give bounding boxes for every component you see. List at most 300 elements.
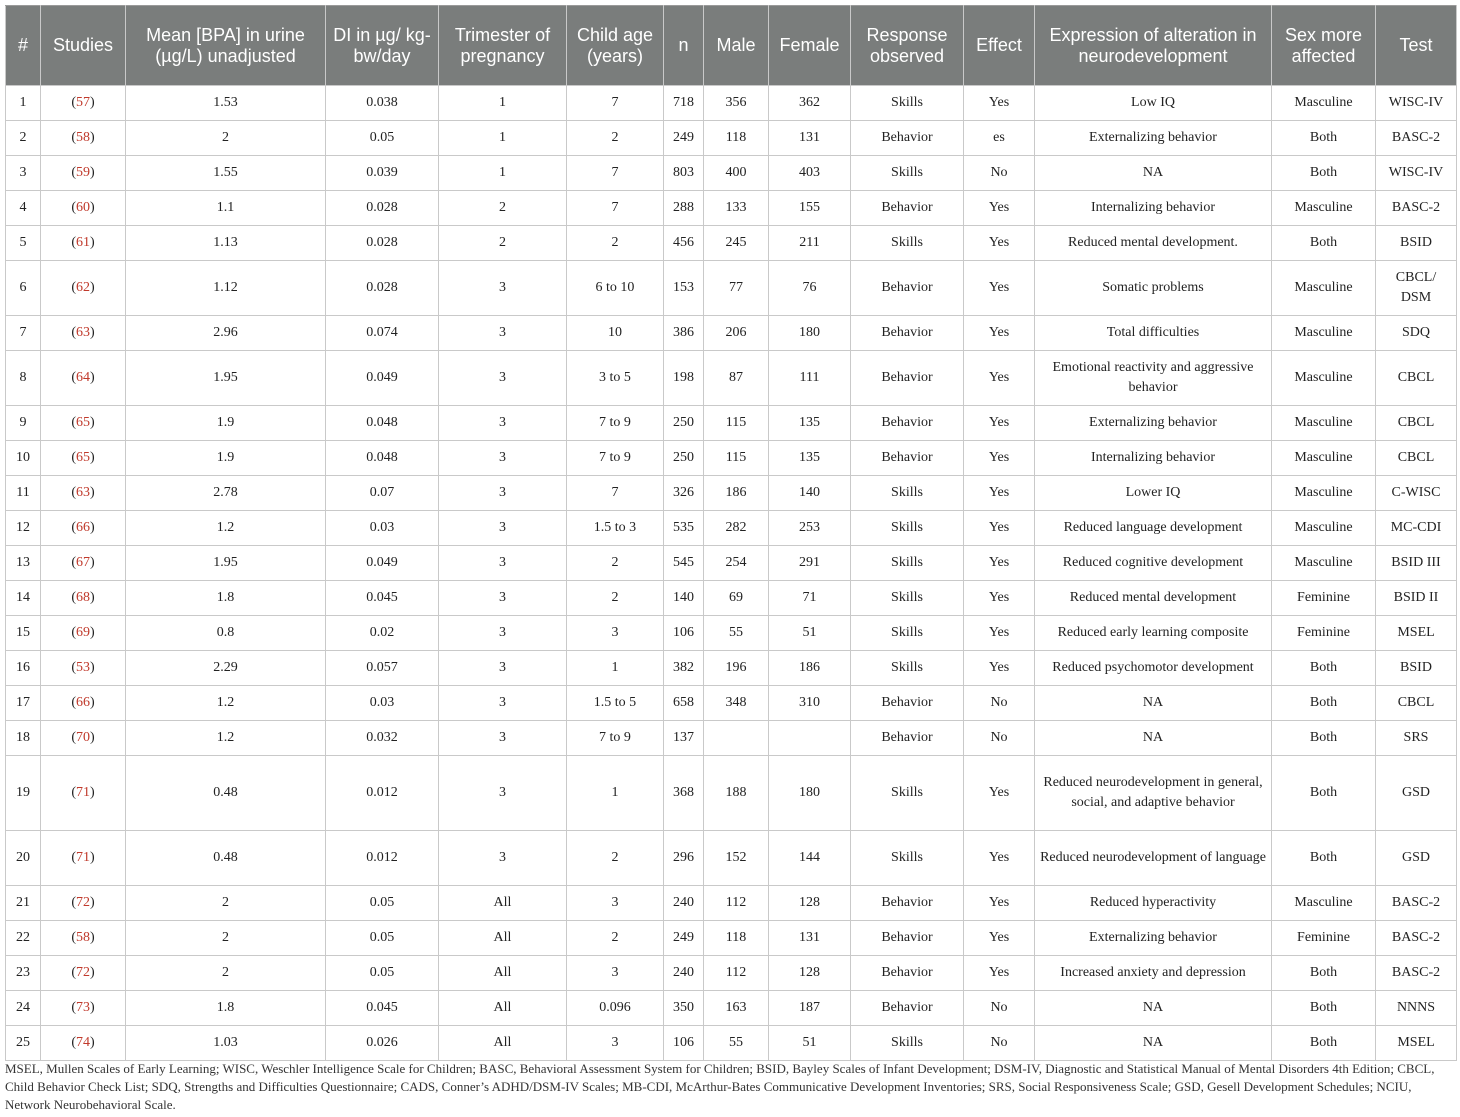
cell-num: 11 (6, 476, 41, 511)
cell-di: 0.026 (326, 1026, 439, 1061)
table-row (6, 686, 1457, 721)
cell-effect: Yes (964, 261, 1035, 316)
cell-test: NNNS (1376, 991, 1457, 1026)
paren-open: ( (71, 590, 76, 605)
cell-age: 3 to 5 (567, 351, 664, 406)
paren-open: ( (71, 730, 76, 745)
paren-open: ( (71, 895, 76, 910)
cell-mean: 2.29 (126, 651, 326, 686)
cell-test: BSID II (1376, 581, 1457, 616)
cell-num: 4 (6, 191, 41, 226)
cell-n: 140 (664, 581, 704, 616)
cell-test: CBCL/ DSM (1376, 261, 1457, 316)
reference-link[interactable]: 63 (76, 485, 90, 500)
cell-male (704, 721, 769, 756)
cell-response: Skills (851, 1026, 964, 1061)
cell-sex: Both (1272, 831, 1376, 886)
cell-test: BSID (1376, 226, 1457, 261)
cell-effect: No (964, 991, 1035, 1026)
cell-female: 76 (769, 261, 851, 316)
cell-sex: Feminine (1272, 616, 1376, 651)
cell-mean: 2 (126, 921, 326, 956)
cell-effect: Yes (964, 476, 1035, 511)
col-header-male: Male (704, 6, 769, 86)
cell-mean: 2 (126, 886, 326, 921)
cell-expression: Total difficulties (1035, 316, 1272, 351)
paren-open: ( (71, 785, 76, 800)
cell-female: 180 (769, 316, 851, 351)
cell-trimester: 2 (439, 226, 567, 261)
col-header-response: Response observed (851, 6, 964, 86)
cell-effect: Yes (964, 191, 1035, 226)
paren-open: ( (71, 660, 76, 675)
cell-male: 69 (704, 581, 769, 616)
cell-response: Behavior (851, 686, 964, 721)
cell-test: BSID (1376, 651, 1457, 686)
cell-effect: es (964, 121, 1035, 156)
cell-studies (41, 476, 126, 511)
cell-sex: Both (1272, 1026, 1376, 1061)
cell-di: 0.028 (326, 261, 439, 316)
cell-trimester: All (439, 1026, 567, 1061)
col-header-test: Test (1376, 6, 1457, 86)
paren-open: ( (71, 695, 76, 710)
paren-close: ) (90, 1035, 95, 1050)
cell-expression: Reduced early learning composite (1035, 616, 1272, 651)
cell-male: 196 (704, 651, 769, 686)
paren-close: ) (90, 730, 95, 745)
reference-link[interactable]: 71 (76, 850, 90, 865)
reference-link[interactable]: 65 (76, 450, 90, 465)
cell-di: 0.049 (326, 546, 439, 581)
table-row (6, 511, 1457, 546)
paren-open: ( (71, 1035, 76, 1050)
cell-sex: Feminine (1272, 921, 1376, 956)
cell-response: Behavior (851, 956, 964, 991)
cell-n: 240 (664, 886, 704, 921)
cell-male: 282 (704, 511, 769, 546)
cell-effect: Yes (964, 351, 1035, 406)
reference-link[interactable]: 59 (76, 165, 90, 180)
cell-female: 144 (769, 831, 851, 886)
cell-sex: Masculine (1272, 316, 1376, 351)
cell-sex: Masculine (1272, 886, 1376, 921)
cell-test: MC-CDI (1376, 511, 1457, 546)
cell-di: 0.05 (326, 886, 439, 921)
table-row (6, 191, 1457, 226)
reference-link[interactable]: 74 (76, 1035, 90, 1050)
table-row (6, 1026, 1457, 1061)
cell-age: 7 (567, 156, 664, 191)
cell-trimester: 1 (439, 121, 567, 156)
cell-sex: Both (1272, 156, 1376, 191)
reference-link[interactable]: 67 (76, 555, 90, 570)
cell-age: 0.096 (567, 991, 664, 1026)
cell-effect: Yes (964, 886, 1035, 921)
cell-studies (41, 511, 126, 546)
cell-test: WISC-IV (1376, 86, 1457, 121)
cell-trimester: 3 (439, 721, 567, 756)
cell-female: 403 (769, 156, 851, 191)
reference-link[interactable]: 73 (76, 1000, 90, 1015)
cell-test: SRS (1376, 721, 1457, 756)
cell-trimester: 3 (439, 351, 567, 406)
cell-num: 14 (6, 581, 41, 616)
reference-link[interactable]: 66 (76, 520, 90, 535)
cell-n: 250 (664, 441, 704, 476)
cell-sex: Masculine (1272, 86, 1376, 121)
cell-sex: Masculine (1272, 441, 1376, 476)
reference-link[interactable]: 68 (76, 590, 90, 605)
cell-n: 326 (664, 476, 704, 511)
cell-mean: 1.2 (126, 686, 326, 721)
cell-di: 0.012 (326, 831, 439, 886)
cell-effect: Yes (964, 616, 1035, 651)
cell-studies (41, 651, 126, 686)
paren-open: ( (71, 625, 76, 640)
table-footnote: MSEL, Mullen Scales of Early Learning; WISC, Weschler Intelligence Scale for Children; BASC, Behavioral Assessment System for Children; BSID, Bayley Scales of Infant Development; DSM-IV, Diagnostic and Statistical Manual of Mental Disorders 4th Edition; CBCL, Child Behavior Check List; SDQ, Strengths and Difficulties Questionnaire; CADS, Conner’s ADHD/DSM-IV Scales; MB-CDI, McArthur-Bates Communicative Development Inventories; SRS, Social Responsiveness Scale; GSD, Gesell Development Schedules; NCIU, Network Neurobehavioral Scale. (5, 1061, 1435, 1112)
cell-male: 152 (704, 831, 769, 886)
cell-age: 2 (567, 581, 664, 616)
bpa-neurodevelopment-table (5, 5, 1457, 1061)
cell-n: 803 (664, 156, 704, 191)
reference-link[interactable]: 58 (76, 130, 90, 145)
paren-close: ) (90, 1000, 95, 1015)
cell-di: 0.05 (326, 921, 439, 956)
cell-female: 180 (769, 756, 851, 831)
paren-open: ( (71, 280, 76, 295)
table-row (6, 261, 1457, 316)
cell-age: 2 (567, 921, 664, 956)
cell-test: BASC-2 (1376, 956, 1457, 991)
paren-close: ) (90, 660, 95, 675)
cell-sex: Both (1272, 956, 1376, 991)
cell-di: 0.048 (326, 406, 439, 441)
cell-di: 0.032 (326, 721, 439, 756)
cell-n: 545 (664, 546, 704, 581)
cell-effect: Yes (964, 546, 1035, 581)
cell-female: 187 (769, 991, 851, 1026)
cell-expression: Externalizing behavior (1035, 121, 1272, 156)
paren-open: ( (71, 555, 76, 570)
cell-response: Skills (851, 86, 964, 121)
reference-link[interactable]: 66 (76, 695, 90, 710)
cell-female: 111 (769, 351, 851, 406)
cell-mean: 2 (126, 121, 326, 156)
reference-link[interactable]: 62 (76, 280, 90, 295)
paren-close: ) (90, 695, 95, 710)
cell-n: 368 (664, 756, 704, 831)
cell-di: 0.05 (326, 956, 439, 991)
cell-trimester: 2 (439, 191, 567, 226)
cell-n: 350 (664, 991, 704, 1026)
cell-sex: Both (1272, 226, 1376, 261)
cell-test: CBCL (1376, 686, 1457, 721)
cell-n: 382 (664, 651, 704, 686)
col-header-num: # (6, 6, 41, 86)
cell-male: 186 (704, 476, 769, 511)
cell-trimester: 3 (439, 441, 567, 476)
cell-num: 17 (6, 686, 41, 721)
col-header-child-age: Child age (years) (567, 6, 664, 86)
cell-effect: Yes (964, 441, 1035, 476)
cell-response: Skills (851, 581, 964, 616)
cell-studies (41, 886, 126, 921)
cell-age: 7 to 9 (567, 406, 664, 441)
table-row (6, 406, 1457, 441)
cell-trimester: All (439, 921, 567, 956)
paren-open: ( (71, 965, 76, 980)
cell-effect: Yes (964, 956, 1035, 991)
cell-female: 140 (769, 476, 851, 511)
reference-link[interactable]: 72 (76, 965, 90, 980)
reference-link[interactable]: 63 (76, 325, 90, 340)
cell-num: 24 (6, 991, 41, 1026)
cell-age: 1 (567, 651, 664, 686)
cell-mean: 1.9 (126, 406, 326, 441)
cell-sex: Masculine (1272, 511, 1376, 546)
cell-n: 658 (664, 686, 704, 721)
paren-close: ) (90, 895, 95, 910)
cell-n: 137 (664, 721, 704, 756)
cell-mean: 1.8 (126, 991, 326, 1026)
cell-studies (41, 546, 126, 581)
cell-studies (41, 921, 126, 956)
cell-female: 51 (769, 616, 851, 651)
table-row (6, 651, 1457, 686)
cell-expression: Reduced neurodevelopment in general, social, and adaptive behavior (1035, 756, 1272, 831)
cell-female: 128 (769, 956, 851, 991)
paren-close: ) (90, 280, 95, 295)
cell-studies (41, 86, 126, 121)
cell-response: Behavior (851, 261, 964, 316)
paren-close: ) (90, 930, 95, 945)
reference-link[interactable]: 58 (76, 930, 90, 945)
cell-female: 51 (769, 1026, 851, 1061)
paren-close: ) (90, 165, 95, 180)
cell-di: 0.038 (326, 86, 439, 121)
cell-male: 118 (704, 121, 769, 156)
cell-test: CBCL (1376, 441, 1457, 476)
col-header-female: Female (769, 6, 851, 86)
cell-effect: Yes (964, 511, 1035, 546)
cell-num: 6 (6, 261, 41, 316)
cell-test: SDQ (1376, 316, 1457, 351)
cell-female: 186 (769, 651, 851, 686)
cell-age: 7 to 9 (567, 441, 664, 476)
paren-open: ( (71, 930, 76, 945)
reference-link[interactable]: 72 (76, 895, 90, 910)
cell-response: Skills (851, 546, 964, 581)
cell-sex: Both (1272, 686, 1376, 721)
cell-studies (41, 581, 126, 616)
paren-close: ) (90, 850, 95, 865)
col-header-trimester: Trimester of pregnancy (439, 6, 567, 86)
cell-sex: Both (1272, 651, 1376, 686)
table-body (6, 86, 1457, 1061)
cell-di: 0.048 (326, 441, 439, 476)
reference-link[interactable]: 64 (76, 370, 90, 385)
cell-expression: NA (1035, 991, 1272, 1026)
cell-mean: 0.48 (126, 831, 326, 886)
cell-age: 1.5 to 3 (567, 511, 664, 546)
cell-male: 112 (704, 956, 769, 991)
table-row (6, 156, 1457, 191)
cell-age: 7 (567, 191, 664, 226)
cell-studies (41, 261, 126, 316)
cell-expression: Reduced psychomotor development (1035, 651, 1272, 686)
paren-open: ( (71, 370, 76, 385)
cell-trimester: 1 (439, 86, 567, 121)
paren-open: ( (71, 520, 76, 535)
paren-open: ( (71, 1000, 76, 1015)
cell-expression: NA (1035, 686, 1272, 721)
cell-di: 0.045 (326, 581, 439, 616)
cell-male: 118 (704, 921, 769, 956)
cell-num: 15 (6, 616, 41, 651)
cell-effect: Yes (964, 831, 1035, 886)
cell-expression: Reduced cognitive development (1035, 546, 1272, 581)
cell-age: 3 (567, 956, 664, 991)
cell-trimester: All (439, 956, 567, 991)
table-row (6, 86, 1457, 121)
reference-link[interactable]: 61 (76, 235, 90, 250)
table-row (6, 721, 1457, 756)
cell-effect: Yes (964, 86, 1035, 121)
cell-di: 0.02 (326, 616, 439, 651)
cell-male: 348 (704, 686, 769, 721)
cell-effect: Yes (964, 406, 1035, 441)
paren-open: ( (71, 95, 76, 110)
paren-open: ( (71, 415, 76, 430)
cell-studies (41, 316, 126, 351)
paren-open: ( (71, 130, 76, 145)
cell-effect: Yes (964, 226, 1035, 261)
cell-di: 0.012 (326, 756, 439, 831)
cell-male: 87 (704, 351, 769, 406)
table-row (6, 351, 1457, 406)
cell-mean: 1.55 (126, 156, 326, 191)
cell-studies (41, 191, 126, 226)
cell-male: 356 (704, 86, 769, 121)
cell-test: CBCL (1376, 406, 1457, 441)
table-row (6, 956, 1457, 991)
cell-age: 7 (567, 476, 664, 511)
cell-di: 0.028 (326, 226, 439, 261)
cell-trimester: 3 (439, 406, 567, 441)
cell-mean: 2.96 (126, 316, 326, 351)
paren-open: ( (71, 200, 76, 215)
cell-test: BASC-2 (1376, 121, 1457, 156)
cell-n: 106 (664, 616, 704, 651)
reference-link[interactable]: 69 (76, 625, 90, 640)
cell-female: 253 (769, 511, 851, 546)
table-row (6, 121, 1457, 156)
cell-num: 20 (6, 831, 41, 886)
cell-sex: Masculine (1272, 406, 1376, 441)
reference-link[interactable]: 65 (76, 415, 90, 430)
cell-n: 250 (664, 406, 704, 441)
cell-n: 249 (664, 121, 704, 156)
cell-expression: Lower IQ (1035, 476, 1272, 511)
cell-studies (41, 831, 126, 886)
cell-num: 18 (6, 721, 41, 756)
table-row (6, 226, 1457, 261)
cell-male: 55 (704, 616, 769, 651)
cell-female: 310 (769, 686, 851, 721)
cell-num: 23 (6, 956, 41, 991)
cell-trimester: 3 (439, 831, 567, 886)
reference-link[interactable]: 60 (76, 200, 90, 215)
paren-close: ) (90, 520, 95, 535)
col-header-expression: Expression of alteration in neurodevelopment (1035, 6, 1272, 86)
cell-male: 133 (704, 191, 769, 226)
reference-link[interactable]: 53 (76, 660, 90, 675)
cell-trimester: 3 (439, 261, 567, 316)
cell-response: Skills (851, 756, 964, 831)
cell-mean: 1.2 (126, 721, 326, 756)
cell-num: 12 (6, 511, 41, 546)
cell-di: 0.045 (326, 991, 439, 1026)
cell-n: 240 (664, 956, 704, 991)
cell-expression: Somatic problems (1035, 261, 1272, 316)
col-header-n: n (664, 6, 704, 86)
cell-mean: 2 (126, 956, 326, 991)
cell-trimester: All (439, 991, 567, 1026)
col-header-mean-bpa: Mean [BPA] in urine (µg/L) unadjusted (126, 6, 326, 86)
cell-effect: No (964, 686, 1035, 721)
cell-trimester: 3 (439, 616, 567, 651)
table-row (6, 316, 1457, 351)
cell-response: Behavior (851, 921, 964, 956)
cell-trimester: 1 (439, 156, 567, 191)
cell-sex: Masculine (1272, 261, 1376, 316)
cell-test: BASC-2 (1376, 921, 1457, 956)
cell-di: 0.05 (326, 121, 439, 156)
cell-expression: Reduced mental development. (1035, 226, 1272, 261)
cell-trimester: 3 (439, 476, 567, 511)
cell-num: 7 (6, 316, 41, 351)
reference-link[interactable]: 70 (76, 730, 90, 745)
cell-response: Behavior (851, 316, 964, 351)
cell-age: 1.5 to 5 (567, 686, 664, 721)
cell-response: Skills (851, 226, 964, 261)
cell-expression: Reduced hyperactivity (1035, 886, 1272, 921)
cell-response: Behavior (851, 121, 964, 156)
table-row (6, 546, 1457, 581)
cell-male: 77 (704, 261, 769, 316)
cell-test: WISC-IV (1376, 156, 1457, 191)
col-header-studies: Studies (41, 6, 126, 86)
cell-sex: Masculine (1272, 546, 1376, 581)
reference-link[interactable]: 71 (76, 785, 90, 800)
cell-effect: Yes (964, 316, 1035, 351)
table-row (6, 831, 1457, 886)
cell-num: 9 (6, 406, 41, 441)
cell-expression: NA (1035, 1026, 1272, 1061)
cell-studies (41, 756, 126, 831)
cell-male: 400 (704, 156, 769, 191)
cell-response: Skills (851, 156, 964, 191)
reference-link[interactable]: 57 (76, 95, 90, 110)
table-row (6, 991, 1457, 1026)
cell-di: 0.03 (326, 686, 439, 721)
cell-expression: Increased anxiety and depression (1035, 956, 1272, 991)
cell-test: C-WISC (1376, 476, 1457, 511)
cell-response: Skills (851, 616, 964, 651)
cell-age: 7 to 9 (567, 721, 664, 756)
paren-close: ) (90, 965, 95, 980)
